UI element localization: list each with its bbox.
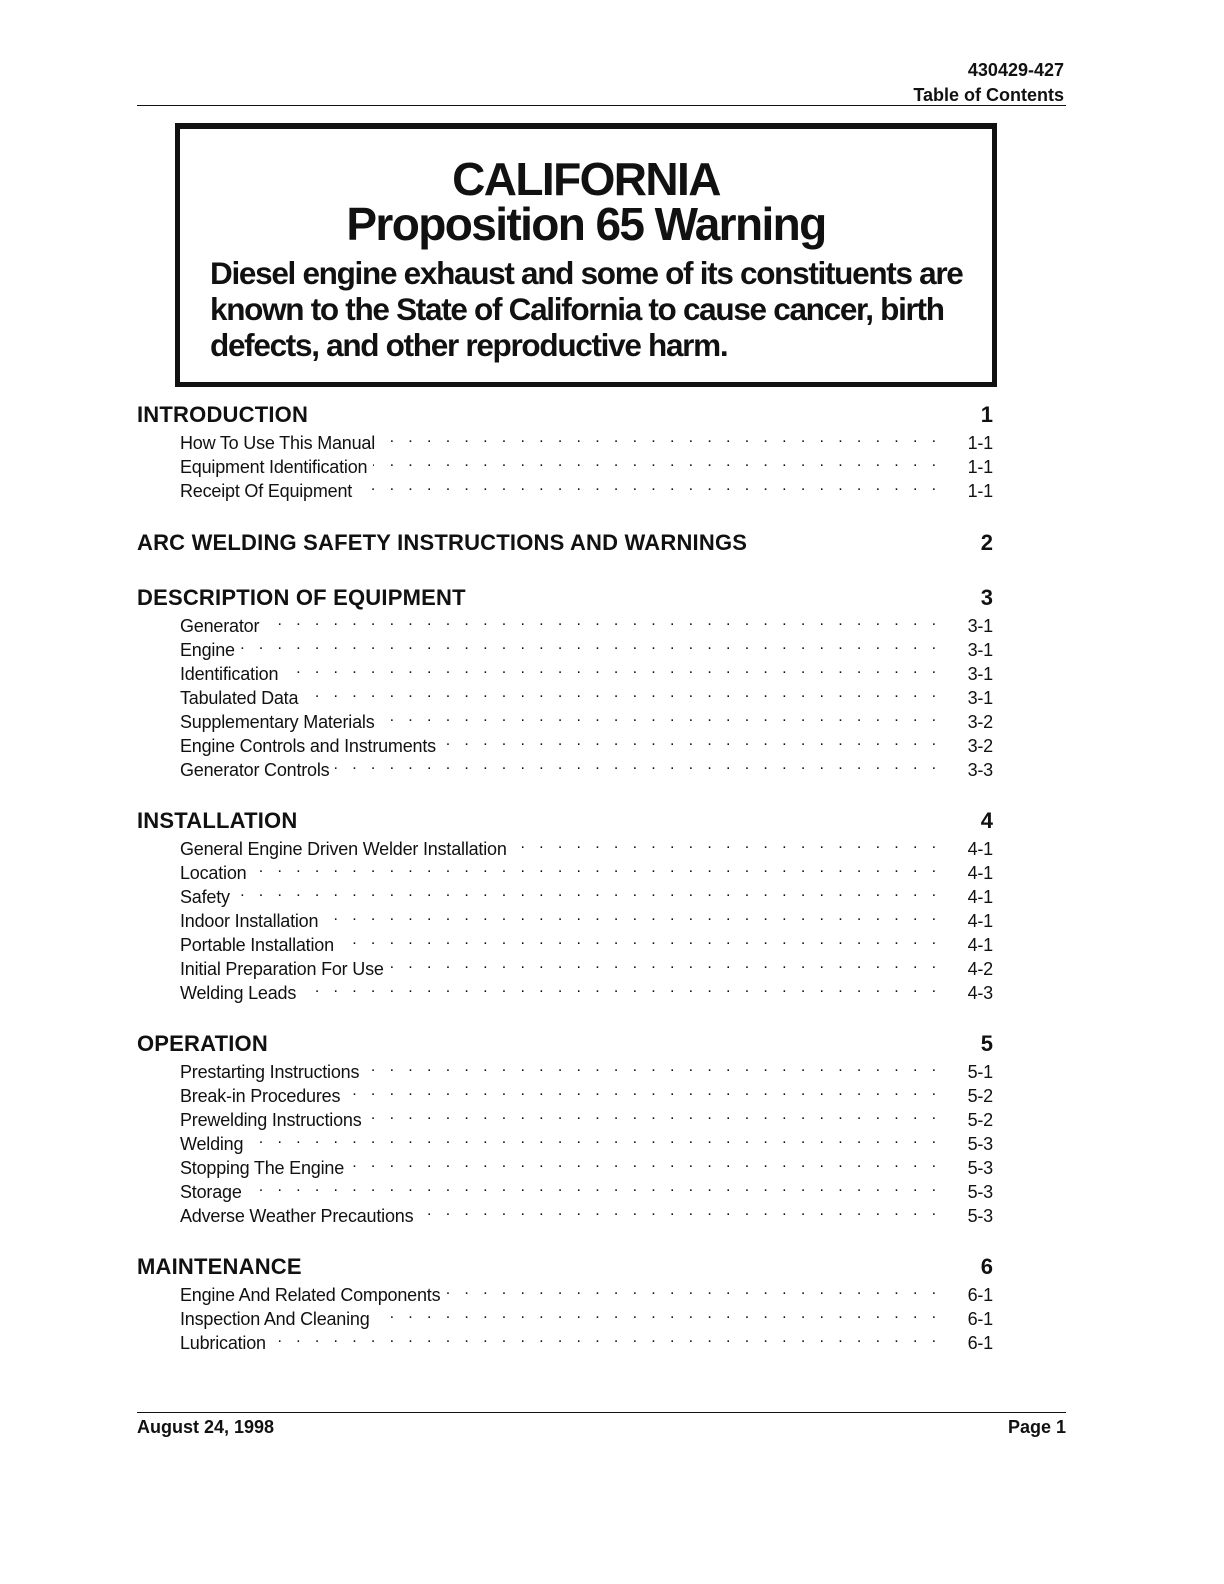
toc-entry[interactable] xyxy=(137,835,993,859)
toc-entry-label: Portable Installation xyxy=(180,935,334,955)
dot-leader xyxy=(335,756,941,776)
toc-section-heading[interactable] xyxy=(137,585,993,612)
toc-entry-page: 5-3 xyxy=(967,1134,993,1154)
prop65-warning-box xyxy=(175,123,997,387)
warning-body: Diesel engine exhaust and some of its constituents are known to the State of California to cause cancer, birth defects, and other reproductive harm. xyxy=(210,255,963,363)
toc-section xyxy=(137,530,993,557)
toc-entry[interactable] xyxy=(137,1202,993,1226)
dot-leader xyxy=(373,453,941,473)
dot-leader xyxy=(442,732,941,752)
toc-entry-page: 4-1 xyxy=(967,911,993,931)
toc-section-number: 3 xyxy=(980,585,993,610)
toc-section xyxy=(137,808,993,1003)
dot-leader xyxy=(376,1305,941,1325)
toc-entry-page: 3-1 xyxy=(967,640,993,660)
toc-entry-page: 3-3 xyxy=(967,760,993,780)
toc-entry-label: Equipment Identification xyxy=(180,457,368,477)
toc-entry-page: 4-1 xyxy=(967,863,993,883)
footer-date: August 24, 1998 xyxy=(137,1417,275,1437)
toc-entry-label: Receipt Of Equipment xyxy=(180,481,353,501)
toc-entry-label: Adverse Weather Precautions xyxy=(180,1206,414,1226)
toc-entry-page: 6-1 xyxy=(967,1309,993,1329)
toc-entry-page: 4-2 xyxy=(967,959,993,979)
toc-section xyxy=(137,1254,993,1353)
toc-entry[interactable] xyxy=(137,477,993,501)
dot-leader xyxy=(284,660,941,680)
toc-entry-page: 3-1 xyxy=(967,688,993,708)
dot-leader xyxy=(446,1281,941,1301)
toc-entry-label: Tabulated Data xyxy=(180,688,299,708)
toc-entry-label: Welding Leads xyxy=(180,983,297,1003)
toc-entry-label: Indoor Installation xyxy=(180,911,319,931)
dot-leader xyxy=(390,955,941,975)
toc-entry-page: 3-1 xyxy=(967,664,993,684)
toc-entry-page: 4-1 xyxy=(967,839,993,859)
toc-entry-label: Initial Preparation For Use xyxy=(180,959,384,979)
toc-entry[interactable] xyxy=(137,955,993,979)
toc-section-title: DESCRIPTION OF EQUIPMENT xyxy=(137,585,466,610)
toc-entry-page: 3-2 xyxy=(967,736,993,756)
toc-entry[interactable] xyxy=(137,1082,993,1106)
toc-section-number: 2 xyxy=(980,530,993,555)
toc-entry-page: 5-2 xyxy=(967,1110,993,1130)
page-header xyxy=(913,58,1064,108)
toc-entry-page: 5-1 xyxy=(967,1062,993,1082)
footer-rule xyxy=(137,1412,1066,1413)
toc-entry[interactable] xyxy=(137,883,993,907)
section-spacer xyxy=(137,1226,993,1254)
dot-leader xyxy=(252,859,941,879)
dot-leader xyxy=(381,708,942,728)
toc-entry-label: Engine Controls and Instruments xyxy=(180,736,436,756)
toc-section-heading[interactable] xyxy=(137,530,993,557)
footer-page-number: Page 1 xyxy=(1007,1417,1066,1437)
toc-entry-page: 4-1 xyxy=(967,935,993,955)
toc-entry-page: 5-3 xyxy=(967,1158,993,1178)
dot-leader xyxy=(346,1082,941,1102)
toc-entry[interactable] xyxy=(137,1329,993,1353)
toc-entry[interactable] xyxy=(137,612,993,636)
toc-entry-page: 3-1 xyxy=(967,616,993,636)
toc-section-number: 1 xyxy=(980,402,993,427)
toc-entry[interactable] xyxy=(137,1130,993,1154)
toc-section-number: 6 xyxy=(980,1254,993,1279)
toc-entry-label: Stopping The Engine xyxy=(180,1158,345,1178)
toc-entry[interactable] xyxy=(137,1305,993,1329)
toc-entry[interactable] xyxy=(137,907,993,931)
toc-entry[interactable] xyxy=(137,732,993,756)
dot-leader xyxy=(340,931,941,951)
section-spacer xyxy=(137,557,993,585)
toc-entry-label: How To Use This Manual xyxy=(180,433,376,453)
toc-entry-label: Welding xyxy=(180,1134,244,1154)
dot-leader xyxy=(249,1130,941,1150)
dot-leader xyxy=(350,1154,941,1174)
toc-section xyxy=(137,585,993,780)
header-section-title: Table of Contents xyxy=(913,85,1064,105)
toc-entry[interactable] xyxy=(137,636,993,660)
toc-section-title: INTRODUCTION xyxy=(137,402,309,427)
toc-section-heading[interactable] xyxy=(137,1254,993,1281)
dot-leader xyxy=(236,883,941,903)
toc-entry-label: Storage xyxy=(180,1182,242,1202)
dot-leader xyxy=(358,477,941,497)
toc-entry[interactable] xyxy=(137,1154,993,1178)
dot-leader xyxy=(272,1329,941,1349)
toc-entry-label: Supplementary Materials xyxy=(180,712,375,732)
toc-section-number: 5 xyxy=(980,1031,993,1056)
toc-entry-page: 4-3 xyxy=(967,983,993,1003)
dot-leader xyxy=(324,907,941,927)
toc-section-heading[interactable] xyxy=(137,402,993,429)
toc-entry-page: 5-3 xyxy=(967,1182,993,1202)
warning-title-line2: Proposition 65 Warning xyxy=(346,198,826,250)
toc-entry-label: Identification xyxy=(180,664,279,684)
dot-leader xyxy=(381,429,941,449)
dot-leader xyxy=(365,1058,941,1078)
toc-entry[interactable] xyxy=(137,453,993,477)
toc-section-title: MAINTENANCE xyxy=(137,1254,302,1279)
toc-entry-label: Prewelding Instructions xyxy=(180,1110,362,1130)
dot-leader xyxy=(265,612,941,632)
dot-leader xyxy=(248,1178,941,1198)
toc-entry-label: Engine xyxy=(180,640,235,660)
dot-leader xyxy=(304,684,941,704)
toc-entry-label: Location xyxy=(180,863,247,883)
toc-entry-page: 1-1 xyxy=(967,433,993,453)
toc-entry-label: Break-in Procedures xyxy=(180,1086,341,1106)
toc-section-title: OPERATION xyxy=(137,1031,268,1056)
toc-entry-label: Lubrication xyxy=(180,1333,266,1353)
toc-entry[interactable] xyxy=(137,660,993,684)
toc-entry-label: Generator xyxy=(180,616,260,636)
dot-leader xyxy=(368,1106,942,1126)
dot-leader xyxy=(513,835,941,855)
section-spacer xyxy=(137,780,993,808)
toc-entry[interactable] xyxy=(137,1058,993,1082)
section-spacer xyxy=(137,1003,993,1031)
toc-section-title: ARC WELDING SAFETY INSTRUCTIONS AND WARNINGS xyxy=(137,530,748,555)
toc-entry[interactable] xyxy=(137,979,993,1003)
toc-entry-page: 3-2 xyxy=(967,712,993,732)
toc-entry-page: 6-1 xyxy=(967,1333,993,1353)
toc-entry-page: 4-1 xyxy=(967,887,993,907)
header-rule xyxy=(137,105,1066,106)
toc-entry-label: Generator Controls xyxy=(180,760,330,780)
toc-entry[interactable] xyxy=(137,1178,993,1202)
dot-leader xyxy=(302,979,941,999)
document-number: 430429-427 xyxy=(967,60,1064,80)
toc-section xyxy=(137,1031,993,1226)
toc-entry-page: 5-3 xyxy=(967,1206,993,1226)
toc-entry-label: General Engine Driven Welder Installation xyxy=(180,839,507,859)
toc-section-number: 4 xyxy=(980,808,993,833)
section-spacer xyxy=(137,501,993,530)
toc-entry-page: 5-2 xyxy=(967,1086,993,1106)
toc-entry[interactable] xyxy=(137,756,993,780)
toc-entry-label: Safety xyxy=(180,887,230,907)
toc-entry-page: 1-1 xyxy=(967,457,993,477)
toc-section-title: INSTALLATION xyxy=(137,808,298,833)
dot-leader xyxy=(241,636,941,656)
toc-entry[interactable] xyxy=(137,1106,993,1130)
dot-leader xyxy=(419,1202,941,1222)
toc-entry-page: 6-1 xyxy=(967,1285,993,1305)
toc-entry[interactable] xyxy=(137,708,993,732)
toc-entry[interactable] xyxy=(137,859,993,883)
toc-section xyxy=(137,402,993,501)
toc-entry-label: Inspection And Cleaning xyxy=(180,1309,370,1329)
toc-entry-label: Prestarting Instructions xyxy=(180,1062,360,1082)
toc-entry[interactable] xyxy=(137,1281,993,1305)
toc-section-heading[interactable] xyxy=(137,808,993,835)
table-of-contents xyxy=(137,402,993,1353)
toc-section-heading[interactable] xyxy=(137,1031,993,1058)
warning-title-line1: CALIFORNIA xyxy=(452,153,720,205)
toc-entry[interactable] xyxy=(137,429,993,453)
toc-entry-label: Engine And Related Components xyxy=(180,1285,441,1305)
toc-entry-page: 1-1 xyxy=(967,481,993,501)
toc-entry[interactable] xyxy=(137,684,993,708)
toc-entry[interactable] xyxy=(137,931,993,955)
